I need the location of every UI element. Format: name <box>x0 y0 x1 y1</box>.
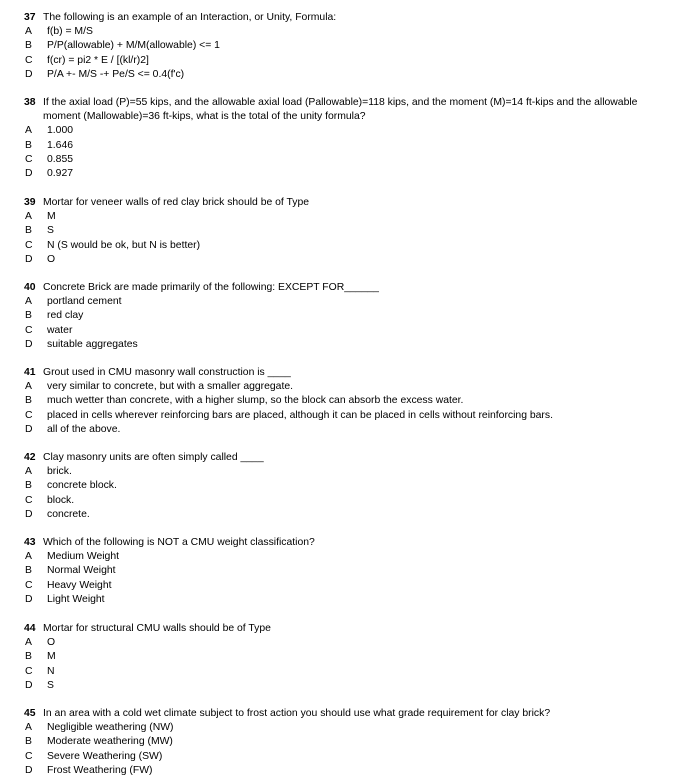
option-letter: D <box>25 764 33 776</box>
option-a <box>24 550 657 564</box>
option-text: 1.000 <box>47 125 74 137</box>
option-letter: C <box>25 324 33 336</box>
question-text: Grout used in CMU masonry wall construction is ____ <box>43 367 291 378</box>
option-text: placed in cells wherever reinforcing bars are placed, although it can be placed in cells without reinforcing bars. <box>47 409 553 421</box>
option-letter: A <box>25 26 32 38</box>
option-b <box>24 39 657 53</box>
question-38 <box>24 96 657 181</box>
option-c <box>24 750 657 764</box>
option-c <box>24 579 657 593</box>
option-letter: B <box>25 736 32 748</box>
option-letter: C <box>25 54 33 66</box>
question-stem <box>24 366 657 380</box>
option-letter: B <box>25 651 32 663</box>
option-b <box>24 394 657 408</box>
option-d <box>24 167 657 181</box>
option-letter: B <box>25 225 32 237</box>
option-b <box>24 309 657 323</box>
option-d <box>24 253 657 267</box>
option-d <box>24 593 657 607</box>
option-b <box>24 224 657 238</box>
option-c <box>24 239 657 253</box>
question-number: 37 <box>24 12 36 23</box>
option-text: 0.855 <box>47 153 74 165</box>
option-text: M <box>47 211 56 223</box>
option-d <box>24 508 657 522</box>
option-letter: D <box>25 508 33 520</box>
option-text: S <box>47 225 54 237</box>
option-text: all of the above. <box>47 423 121 435</box>
option-letter: D <box>25 68 33 80</box>
option-text: O <box>47 253 56 265</box>
option-letter: C <box>25 153 33 165</box>
option-a <box>24 380 657 394</box>
option-b <box>24 564 657 578</box>
option-text: very similar to concrete, but with a smaller aggregate. <box>47 381 294 393</box>
option-letter: B <box>25 565 32 577</box>
question-stem <box>24 622 657 636</box>
option-letter: C <box>25 239 33 251</box>
question-40 <box>24 281 657 352</box>
option-letter: A <box>25 381 32 393</box>
option-a <box>24 721 657 735</box>
option-text: N (S would be ok, but N is better) <box>47 239 201 251</box>
option-c <box>24 153 657 167</box>
question-stem <box>24 96 657 124</box>
option-text: N <box>47 665 55 677</box>
option-text: portland cement <box>47 296 122 308</box>
option-b <box>24 650 657 664</box>
option-letter: C <box>25 494 33 506</box>
option-text: concrete block. <box>47 480 117 492</box>
option-letter: A <box>25 125 32 137</box>
question-number: 39 <box>24 197 36 208</box>
option-a <box>24 636 657 650</box>
option-letter: D <box>25 338 33 350</box>
option-d <box>24 68 657 82</box>
option-letter: D <box>25 168 33 180</box>
option-text: P/A +- M/S -+ Pe/S <= 0.4(f'c) <box>47 68 185 80</box>
option-text: S <box>47 679 54 691</box>
option-b <box>24 479 657 493</box>
option-text: Light Weight <box>47 593 105 605</box>
option-text: water <box>47 324 73 336</box>
question-39 <box>24 196 657 267</box>
option-text: Heavy Weight <box>47 579 112 591</box>
option-c <box>24 54 657 68</box>
question-stem <box>24 707 657 721</box>
option-letter: C <box>25 750 33 762</box>
option-text: Moderate weathering (MW) <box>47 736 173 748</box>
option-letter: C <box>25 665 33 677</box>
option-letter: D <box>25 593 33 605</box>
option-text: red clay <box>47 310 84 322</box>
option-a <box>24 465 657 479</box>
option-a <box>24 295 657 309</box>
question-text: Mortar for veneer walls of red clay brick should be of Type <box>43 197 310 208</box>
option-letter: B <box>25 139 32 151</box>
option-letter: A <box>25 637 32 649</box>
question-text: If the axial load (P)=55 kips, and the allowable axial load (Pallowable)=118 kips, and the moment (M)=14 ft-kips and the allowable moment (Mallowable)=36 ft-kips, what is the total of the unity formula? <box>43 97 638 123</box>
question-number: 41 <box>24 367 36 378</box>
option-text: f(cr) = pi2 * E / [(kl/r)2] <box>47 54 149 66</box>
question-text: In an area with a cold wet climate subject to frost action you should use what grade requirement for clay brick? <box>43 708 551 719</box>
option-text: f(b) = M/S <box>47 26 93 38</box>
option-b <box>24 735 657 749</box>
option-text: concrete. <box>47 508 90 520</box>
question-text: The following is an example of an Interaction, or Unity, Formula: <box>43 12 337 23</box>
option-letter: B <box>25 310 32 322</box>
option-text: much wetter than concrete, with a higher slump, so the block can absorb the excess water. <box>47 395 464 407</box>
option-text: 0.927 <box>47 168 74 180</box>
question-number: 42 <box>24 452 36 463</box>
question-42 <box>24 451 657 522</box>
option-text: brick. <box>47 466 72 478</box>
option-text: Medium Weight <box>47 551 119 563</box>
option-letter: C <box>25 579 33 591</box>
question-stem <box>24 11 657 25</box>
question-text: Clay masonry units are often simply called ____ <box>43 452 264 463</box>
option-d <box>24 679 657 693</box>
option-letter: D <box>25 679 33 691</box>
question-text: Concrete Brick are made primarily of the following: EXCEPT FOR______ <box>43 282 379 293</box>
option-text: M <box>47 651 56 663</box>
option-c <box>24 409 657 423</box>
question-number: 44 <box>24 623 36 634</box>
option-text: P/P(allowable) + M/M(allowable) <= 1 <box>47 40 220 52</box>
option-c <box>24 665 657 679</box>
question-text: Which of the following is NOT a CMU weight classification? <box>43 537 315 548</box>
option-text: Frost Weathering (FW) <box>47 764 153 776</box>
option-text: Normal Weight <box>47 565 116 577</box>
question-stem <box>24 196 657 210</box>
question-stem <box>24 451 657 465</box>
option-a <box>24 124 657 138</box>
question-43 <box>24 536 657 607</box>
option-text: 1.646 <box>47 139 74 151</box>
question-text: Mortar for structural CMU walls should be of Type <box>43 623 271 634</box>
option-text: O <box>47 637 56 649</box>
option-d <box>24 764 657 778</box>
option-c <box>24 324 657 338</box>
option-text: Severe Weathering (SW) <box>47 750 163 762</box>
option-letter: D <box>25 253 33 265</box>
option-text: suitable aggregates <box>47 338 138 350</box>
option-letter: D <box>25 423 33 435</box>
option-letter: A <box>25 466 32 478</box>
question-stem <box>24 281 657 295</box>
option-letter: A <box>25 722 32 734</box>
question-number: 40 <box>24 282 36 293</box>
option-letter: C <box>25 409 33 421</box>
option-text: block. <box>47 494 75 506</box>
question-number: 45 <box>24 708 36 719</box>
option-letter: B <box>25 480 32 492</box>
option-letter: A <box>25 551 32 563</box>
question-37 <box>24 11 657 82</box>
option-a <box>24 25 657 39</box>
option-text: Negligible weathering (NW) <box>47 722 174 734</box>
question-44 <box>24 622 657 693</box>
option-a <box>24 210 657 224</box>
option-letter: B <box>25 395 32 407</box>
option-c <box>24 494 657 508</box>
question-number: 38 <box>24 97 36 108</box>
question-41 <box>24 366 657 437</box>
option-b <box>24 139 657 153</box>
question-45 <box>24 707 657 778</box>
option-d <box>24 338 657 352</box>
question-stem <box>24 536 657 550</box>
option-letter: A <box>25 211 32 223</box>
option-d <box>24 423 657 437</box>
option-letter: B <box>25 40 32 52</box>
option-letter: A <box>25 296 32 308</box>
question-number: 43 <box>24 537 36 548</box>
